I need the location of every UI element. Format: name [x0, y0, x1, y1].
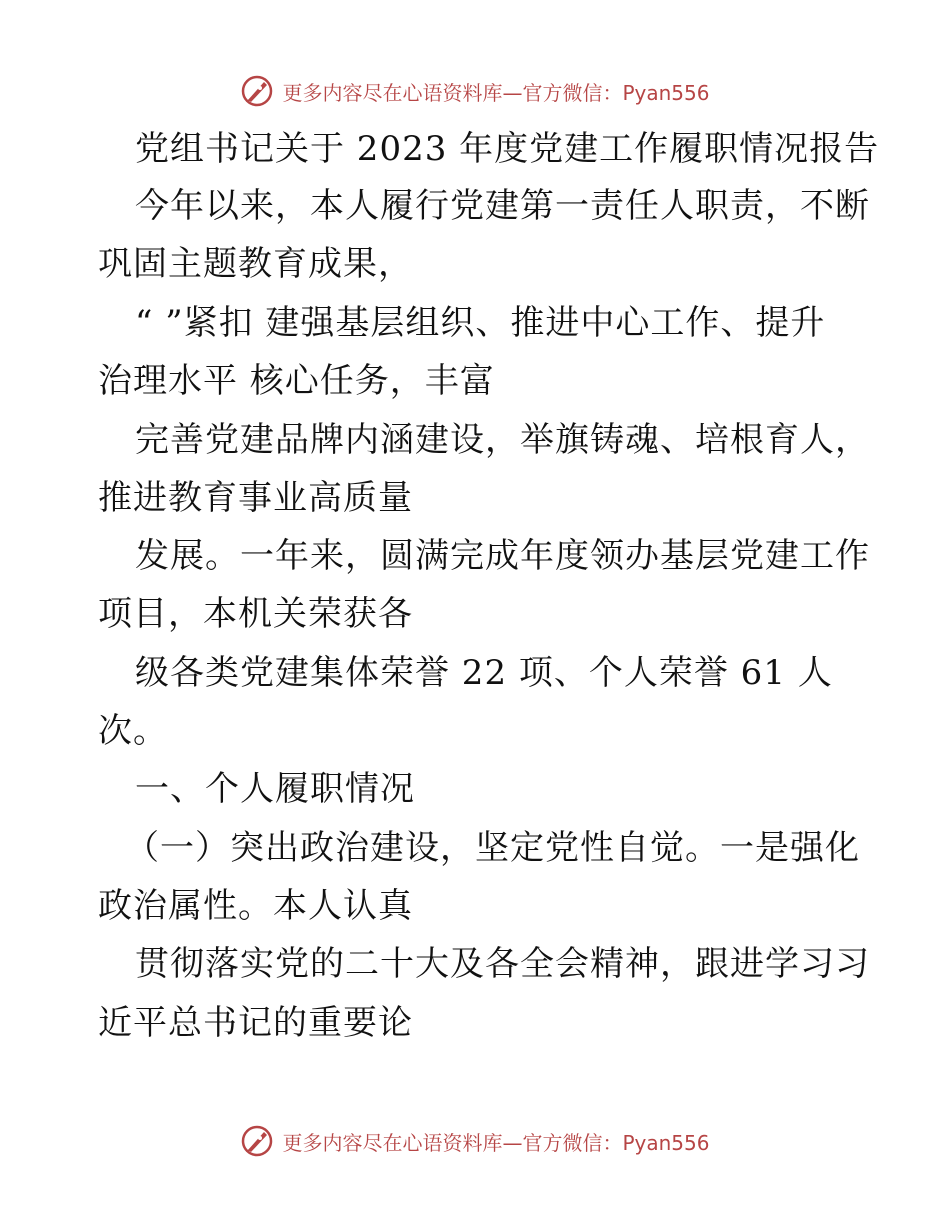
document-title: 党组书记关于 2023 年度党建工作履职情况报告 — [135, 129, 880, 169]
paragraph-line: “ ”紧扣 建强基层组织、推进中心工作、提升 — [135, 303, 826, 343]
paragraph-line: 近平总书记的重要论 — [98, 1003, 413, 1043]
paragraph-line: 发展。一年来，圆满完成年度领办基层党建工作 — [135, 536, 870, 576]
paragraph-line: 推进教育事业高质量 — [98, 478, 413, 518]
paragraph-line: （一）突出政治建设，坚定党性自觉。一是强化 — [125, 828, 860, 868]
paragraph-line: 治理水平 核心任务，丰富 — [98, 361, 495, 401]
watermark-text: 更多内容尽在心语资料库—官方微信：Pyan556 — [282, 80, 710, 105]
paragraph-line: 次。 — [98, 711, 168, 751]
paragraph-line: 级各类党建集体荣誉 22 项、个人荣誉 61 人 — [135, 653, 833, 693]
paragraph-line: 政治属性。本人认真 — [98, 886, 413, 926]
watermark-text: 更多内容尽在心语资料库—官方微信：Pyan556 — [282, 1130, 710, 1155]
paragraph-line: 完善党建品牌内涵建设，举旗铸魂、培根育人， — [135, 420, 870, 460]
footer-watermark — [0, 1121, 950, 1161]
paragraph-line: 今年以来，本人履行党建第一责任人职责，不断 — [135, 186, 870, 226]
section-heading: 一、个人履职情况 — [135, 769, 415, 809]
paragraph-line: 项目，本机关荣获各 — [98, 594, 413, 634]
quill-pen-logo-icon — [240, 1124, 274, 1158]
paragraph-line: 贯彻落实党的二十大及各全会精神，跟进学习习 — [135, 944, 870, 984]
paragraph-line: 巩固主题教育成果， — [98, 244, 413, 284]
